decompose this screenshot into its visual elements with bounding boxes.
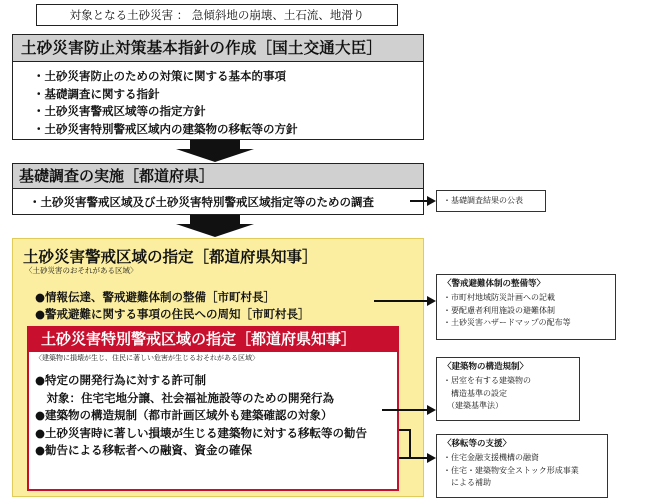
list-item: ・市町村地域防災計画への記載: [443, 293, 555, 302]
list-item: ●土砂災害時に著しい損壊が生じる建築物に対する移転等の勧告: [35, 425, 368, 440]
list-item: ・居室を有する建築物の: [443, 376, 531, 385]
list-item: ・基礎調査に関する指針: [33, 86, 160, 101]
list-item: ●建築物の構造規制（都市計画区域外も建築確認の対象）: [35, 408, 333, 422]
list-item: 対象：住宅宅地分譲、社会福祉施設等のための開発行為: [35, 390, 334, 405]
list-item: ●警戒避難に関する事項の住民への周知［市町村長］: [35, 307, 310, 321]
basic-survey-title: 基礎調査の実施［都道府県］: [13, 164, 423, 189]
list-item: ●勧告による移転者への融資、資金の確保: [35, 443, 253, 457]
list-item: ・土砂災害特別警戒区域内の建築物の移転等の方針: [33, 121, 298, 136]
list-item: ●情報伝達、警戒避難体制の整備［市町村長］: [35, 290, 276, 304]
list-item: ●特定の開発行為に対する許可制: [35, 373, 207, 387]
building-structure-title: 〈建築物の構造規制〉: [443, 362, 529, 372]
target-disasters-label: 対象となる土砂災害 ： 急傾斜地の崩壊、土石流、地滑り: [36, 4, 398, 26]
special-warning-area-title: 土砂災害特別警戒区域の指定［都道府県知事］: [29, 328, 397, 352]
list-item: ・土砂災害警戒区域等の指定方針: [33, 104, 206, 118]
list-item: ・基礎調査結果の公表: [443, 196, 523, 205]
right-arrow-icon: [427, 453, 436, 463]
list-item: による補助: [443, 478, 491, 487]
special-warning-area-subtitle: 〈建築物に損壊が生じ、住民に著しい危害が生じるおそれがある区域〉: [35, 354, 259, 362]
evacuation-system-title: 〈警戒避難体制の整備等〉: [443, 279, 546, 289]
list-item: ・住宅金融支援機構の融資: [443, 453, 539, 462]
warning-area-title: 土砂災害警戒区域の指定［都道府県知事］: [23, 248, 318, 266]
list-item: 構造基準の設定: [443, 388, 507, 398]
list-item: ・要配慮者利用施設の避難体制: [443, 305, 555, 315]
list-item: ・土砂災害防止のための対策に関する基本的事項: [33, 69, 286, 83]
list-item: ・土砂災害ハザードマップの配布等: [443, 318, 571, 327]
list-item: （建築基準法）: [443, 401, 503, 410]
right-arrow-icon: [427, 296, 436, 306]
basic-guideline-title: 土砂災害防止対策基本指針の作成［国土交通大臣］: [13, 35, 423, 62]
list-item: ・土砂災害警戒区域及び土砂災害特別警戒区域指定等のための調査: [29, 195, 374, 209]
right-arrow-line: [399, 430, 428, 458]
relocation-support-title: 〈移転等の支援〉: [443, 439, 512, 449]
down-arrow-icon: [176, 140, 254, 162]
right-arrow-icon: [427, 405, 436, 415]
list-item: ・住宅・建築物安全ストック形成事業: [443, 465, 579, 475]
warning-area-subtitle: 〈土砂災害のおそれがある区域〉: [25, 266, 138, 275]
right-arrow-icon: [427, 196, 436, 206]
down-arrow-icon: [176, 215, 254, 237]
